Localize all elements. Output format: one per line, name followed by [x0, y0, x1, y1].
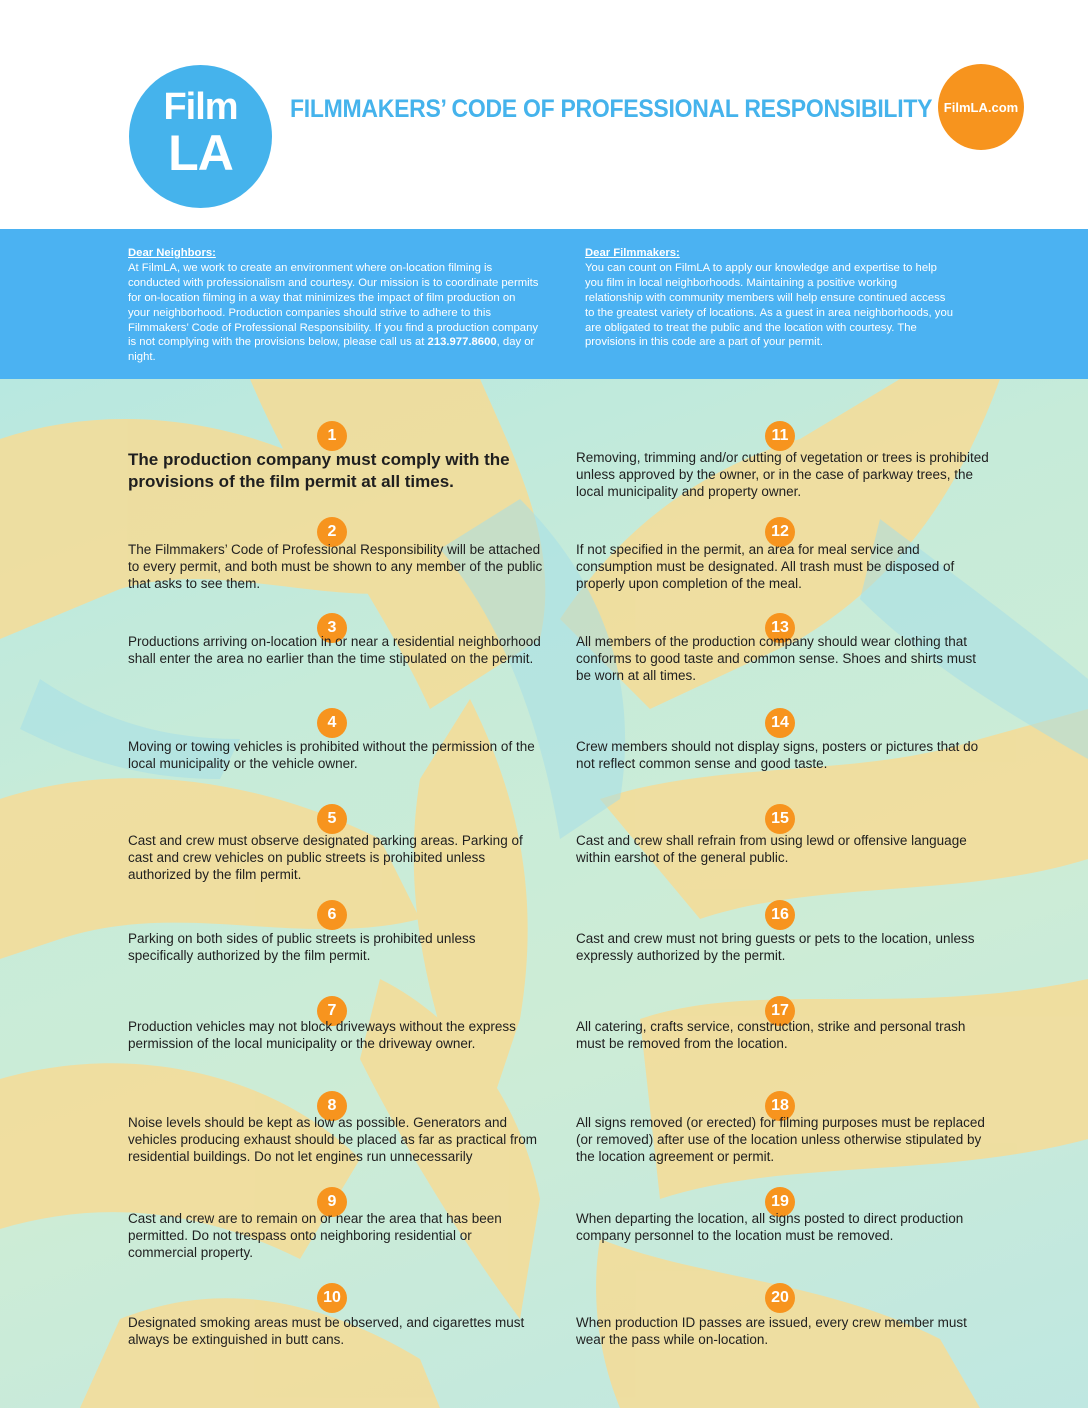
rule-text: All signs removed (or erected) for filming purposes must be replaced (or removed) after use of the location unless otherwise stipulated by the location agreement or permit.: [576, 1115, 985, 1165]
website-badge[interactable]: [938, 64, 1024, 150]
rule-number-badge: 17: [765, 996, 795, 1026]
rule-number-badge: 16: [765, 900, 795, 930]
rule-number-badge: 8: [317, 1091, 347, 1121]
rule-text: Cast and crew must not bring guests or pets to the location, unless expressly authorized by the permit.: [576, 931, 975, 964]
filmla-logo: [129, 65, 272, 208]
website-link[interactable]: FilmLA.com: [943, 99, 1019, 115]
rule-text: If not specified in the permit, an area for meal service and consumption must be designated. All trash must be disposed of properly upon completion of the meal.: [576, 542, 955, 592]
rule-text: Crew members should not display signs, posters or pictures that do not reflect common sense and good taste.: [576, 739, 979, 772]
rule-number-badge: 1: [317, 421, 347, 451]
rule-text: All catering, crafts service, construction, strike and personal trash must be removed from the location.: [576, 1019, 966, 1052]
intro-banner: [0, 229, 1088, 379]
phone-number[interactable]: 213.977.8600: [427, 336, 497, 349]
rule-text: When departing the location, all signs posted to direct production company personnel to the location must be removed.: [576, 1211, 964, 1244]
rule-number-badge: 19: [765, 1187, 795, 1217]
rule-text: The production company must comply with the provisions of the film permit at all times.: [128, 450, 510, 491]
dear-neighbors-body: At FilmLA, we work to create an environment where on-location filming is conducted with professionalism and courtesy. Our mission is to coordinate permits for on-location filming in a way that minimizes the impact of film production on your neighborhood. Production companies should strive to adhere to this Filmmakers’ Code of Professional Responsibility. If you find a production company is not complying with the provisions below, please call us at: [128, 261, 539, 349]
rule-text: Parking on both sides of public streets is prohibited unless specifically authorized by the film permit.: [128, 931, 476, 964]
rule-number-badge: 5: [317, 804, 347, 834]
rule-number-badge: 7: [317, 996, 347, 1026]
rule-number-badge: 14: [765, 708, 795, 738]
logo-line-1: Film: [163, 86, 238, 128]
rule-number-badge: 15: [765, 804, 795, 834]
dear-neighbors-heading: Dear Neighbors:: [128, 247, 216, 259]
rule-text: Moving or towing vehicles is prohibited without the permission of the local municipality or the vehicle owner.: [128, 739, 535, 772]
rule-text: Designated smoking areas must be observed, and cigarettes must always be extinguished in butt cans.: [128, 1315, 525, 1348]
rule-text: When production ID passes are issued, every crew member must wear the pass while on-location.: [576, 1315, 967, 1348]
rule-number-badge: 2: [317, 517, 347, 547]
rule-text: Cast and crew must observe designated parking areas. Parking of cast and crew vehicles on public streets is prohibited unless authorized by the film permit.: [128, 833, 523, 883]
rule-text: Cast and crew are to remain on or near the area that has been permitted. Do not trespass onto neighboring residential or commercial property.: [128, 1211, 502, 1261]
rule-number-badge: 4: [317, 708, 347, 738]
rule-number-badge: 11: [765, 421, 795, 451]
rule-text: Noise levels should be kept as low as possible. Generators and vehicles producing exhaust should be placed as far as practical from residential buildings. Do not let engines run unnecessarily: [128, 1115, 537, 1165]
rule-number-badge: 18: [765, 1091, 795, 1121]
rule-number-badge: 13: [765, 613, 795, 643]
dear-filmmakers-heading: Dear Filmmakers:: [585, 247, 680, 259]
rule-text: Cast and crew shall refrain from using lewd or offensive language within earshot of the general public.: [576, 833, 967, 866]
rule-number-badge: 12: [765, 517, 795, 547]
rule-text: Removing, trimming and/or cutting of vegetation or trees is prohibited unless approved by the owner, or in the case of parkway trees, the local municipality and property owner.: [576, 450, 989, 500]
rule-number-badge: 9: [317, 1187, 347, 1217]
rule-number-badge: 3: [317, 613, 347, 643]
rules-section: [0, 379, 1088, 1408]
dear-filmmakers-body: You can count on FilmLA to apply our knowledge and expertise to help you film in local neighborhoods. Maintaining a positive working relationship with community members will help ensure continued access to the greatest variety of locations. As a guest in area neighborhoods, you are obligated to treat the public and the location with courtesy. The provisions in this code are a part of your permit.: [585, 261, 954, 349]
rule-number-badge: 6: [317, 900, 347, 930]
rule-text: Productions arriving on-location in or near a residential neighborhood shall enter the area no earlier than the time stipulated on the permit.: [128, 634, 541, 667]
dear-neighbors-tail: , day or night.: [128, 336, 535, 364]
dear-filmmakers-letter: [585, 246, 955, 350]
rule-text: Production vehicles may not block driveways without the express permission of the local municipality or the driveway owner.: [128, 1019, 516, 1052]
rule-number-badge: 20: [765, 1283, 795, 1313]
rule-text: The Filmmakers’ Code of Professional Responsibility will be attached to every permit, and both must be shown to any member of the public that asks to see them.: [128, 542, 543, 592]
rule-number-badge: 10: [317, 1283, 347, 1313]
rule-text: All members of the production company should wear clothing that conforms to good taste and common sense. Shoes and shirts must be worn at all times.: [576, 634, 976, 684]
page-title: FILMMAKERS’ CODE OF PROFESSIONAL RESPONSIBILITY: [290, 95, 933, 123]
dear-neighbors-letter: [128, 246, 540, 365]
logo-line-2: LA: [168, 125, 233, 181]
header: [0, 0, 1088, 229]
